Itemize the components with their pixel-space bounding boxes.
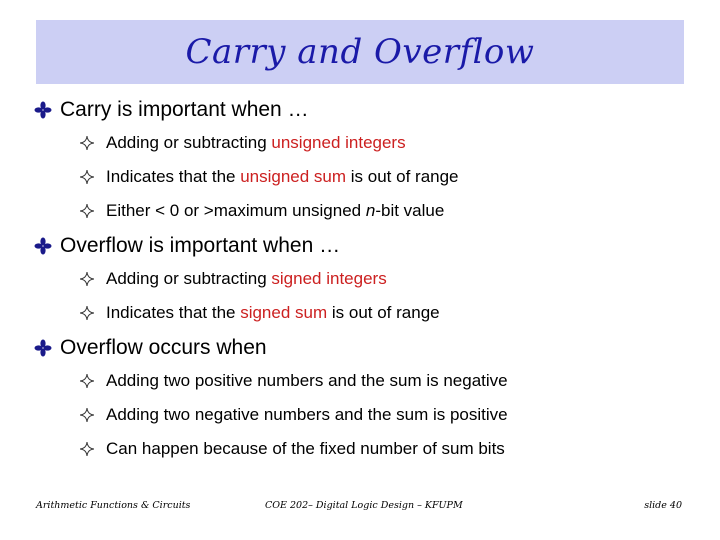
sub-bullet xyxy=(34,296,694,330)
diamond-bullet-icon xyxy=(34,101,60,119)
sub-bullet xyxy=(34,364,694,398)
sub-bullet-text: Adding two negative numbers and the sum is positive xyxy=(106,405,508,424)
sub-bullet-text: Either < 0 or >maximum unsigned n-bit value xyxy=(106,201,445,220)
four-point-star-icon xyxy=(80,170,106,184)
four-point-star-icon xyxy=(80,374,106,388)
four-point-star-icon xyxy=(80,136,106,150)
bullet-text: Overflow is important when … xyxy=(60,234,341,257)
four-point-star-icon xyxy=(80,442,106,456)
footer-course-topic: Arithmetic Functions & Circuits xyxy=(36,500,191,511)
diamond-bullet-icon xyxy=(34,339,60,357)
bullet-overflow-important xyxy=(34,230,694,262)
sub-bullet xyxy=(34,194,694,228)
bullet-overflow-occurs xyxy=(34,332,694,364)
sub-bullet-text: Indicates that the unsigned sum is out of range xyxy=(106,167,459,186)
slide-body xyxy=(34,92,694,466)
bullet-text: Carry is important when … xyxy=(60,98,309,121)
sub-bullet xyxy=(34,126,694,160)
four-point-star-icon xyxy=(80,306,106,320)
sub-bullet xyxy=(34,398,694,432)
title-banner xyxy=(36,20,684,84)
bullet-text: Overflow occurs when xyxy=(60,336,267,359)
slide-number: slide 40 xyxy=(644,500,682,511)
sub-bullet-text: Indicates that the signed sum is out of range xyxy=(106,303,440,322)
footer-course-name: COE 202– Digital Logic Design – KFUPM xyxy=(265,500,463,511)
sub-bullet-text: Adding or subtracting unsigned integers xyxy=(106,133,406,152)
sub-bullet-text: Adding two positive numbers and the sum is negative xyxy=(106,371,508,390)
diamond-bullet-icon xyxy=(34,237,60,255)
sub-bullet-text: Adding or subtracting signed integers xyxy=(106,269,387,288)
sub-bullet xyxy=(34,432,694,466)
four-point-star-icon xyxy=(80,408,106,422)
slide-title: Carry and Overflow xyxy=(185,32,535,72)
four-point-star-icon xyxy=(80,204,106,218)
sub-bullet-text: Can happen because of the fixed number of sum bits xyxy=(106,439,505,458)
bullet-carry xyxy=(34,94,694,126)
four-point-star-icon xyxy=(80,272,106,286)
sub-bullet xyxy=(34,160,694,194)
slide-footer xyxy=(0,500,720,516)
sub-bullet xyxy=(34,262,694,296)
